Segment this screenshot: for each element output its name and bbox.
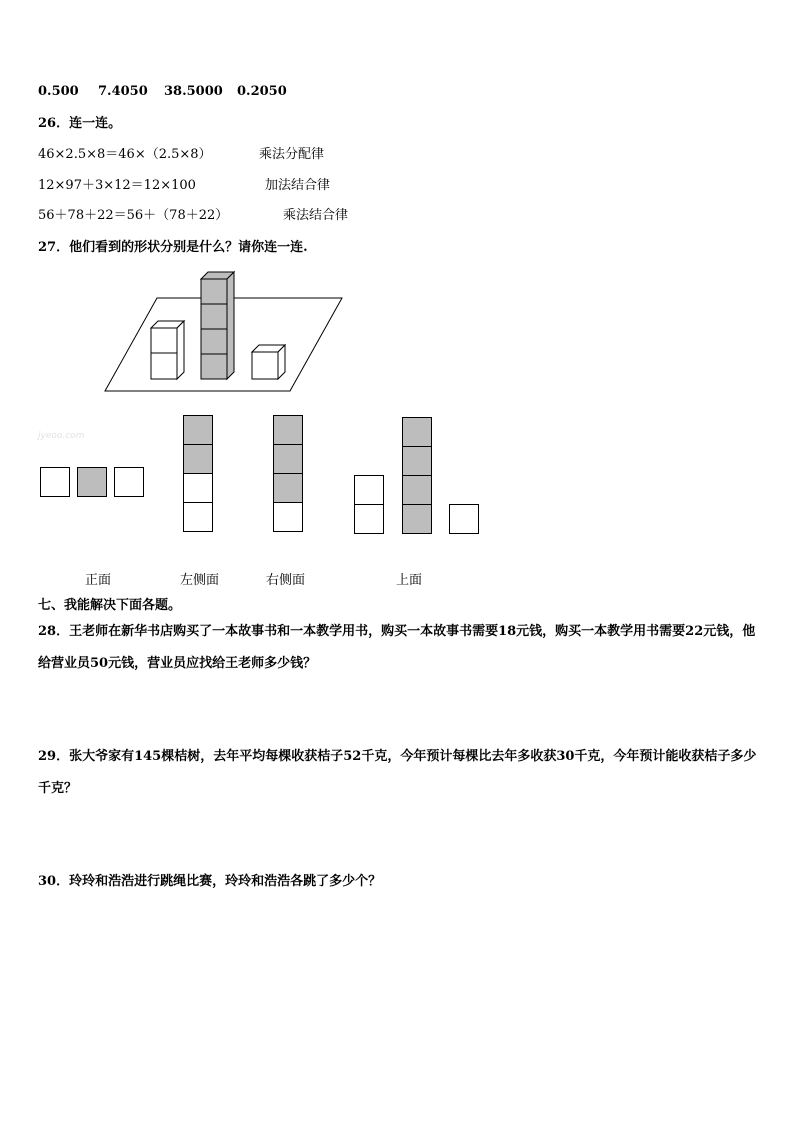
q26-expression-2: 12×97＋3×12＝12×100 xyxy=(38,178,196,193)
white-square xyxy=(354,504,384,534)
number-item: 0.2050 xyxy=(237,84,287,99)
number-item: 7.4050 xyxy=(98,84,148,99)
white-square xyxy=(354,475,384,505)
grey-square xyxy=(77,467,107,497)
grey-square xyxy=(402,475,432,505)
grey-square xyxy=(402,417,432,447)
question-28: 28．王老师在新华书店购买了一本故事书和一本教学用书，购买一本故事书需要18元钱，购买一本教学用书需要22元钱，他给营业员50元钱，营业员应找给王老师多少钱？ xyxy=(38,624,756,671)
watermark-text: jyeoo.com xyxy=(38,431,85,441)
grey-square xyxy=(402,504,432,534)
single-white-cube xyxy=(252,345,285,379)
grey-square xyxy=(273,415,303,445)
view-label-right: 右侧面 xyxy=(266,573,306,588)
q26-law-2: 加法结合律 xyxy=(265,178,331,193)
grey-square xyxy=(273,473,303,503)
q26-law-3: 乘法结合律 xyxy=(283,208,349,223)
question-29: 29．张大爷家有145棵桔树，去年平均每棵收获桔子52千克，今年预计每棵比去年多收获30千克，今年预计能收获桔子多少千克？ xyxy=(38,749,757,796)
q26-law-1: 乘法分配律 xyxy=(259,147,325,162)
grey-square xyxy=(402,446,432,476)
white-square xyxy=(183,502,213,532)
q26-expression-3: 56＋78＋22＝56＋（78＋22） xyxy=(38,208,229,223)
number-item: 0.500 xyxy=(38,84,79,99)
question-26-title: 26．连一连。 xyxy=(38,116,122,131)
number-item: 38.5000 xyxy=(164,84,223,99)
white-square xyxy=(40,467,70,497)
grey-square xyxy=(273,444,303,474)
white-square xyxy=(183,473,213,503)
white-square xyxy=(273,502,303,532)
white-square xyxy=(114,467,144,497)
white-cube-stack xyxy=(151,321,184,379)
view-label-left: 左侧面 xyxy=(180,573,220,588)
question-30: 30．玲玲和浩浩进行跳绳比赛，玲玲和浩浩各跳了多少个？ xyxy=(38,874,382,889)
grey-square xyxy=(183,444,213,474)
cube-arrangement-figure xyxy=(100,268,350,396)
grey-cube-stack xyxy=(201,272,234,379)
q26-expression-1: 46×2.5×8＝46×（2.5×8） xyxy=(38,147,212,162)
question-27-title: 27．他们看到的形状分别是什么？请你连一连. xyxy=(38,240,308,255)
view-label-top: 上面 xyxy=(396,573,423,588)
section-heading: 七、我能解决下面各题。 xyxy=(38,598,182,613)
view-label-front: 正面 xyxy=(85,573,112,588)
grey-square xyxy=(183,415,213,445)
white-square xyxy=(449,504,479,534)
